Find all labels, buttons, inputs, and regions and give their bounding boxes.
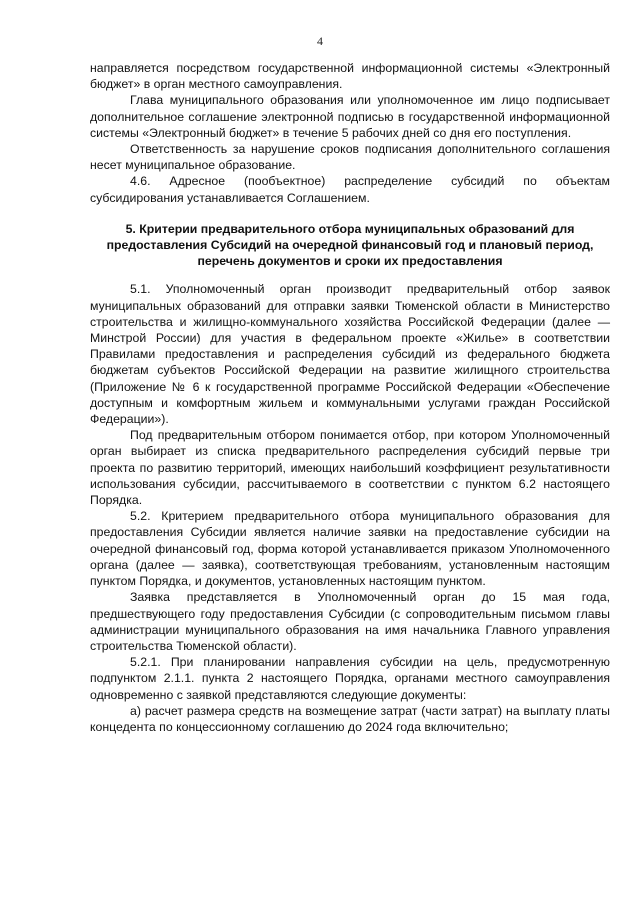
page-number: 4	[317, 34, 323, 48]
paragraph: Ответственность за нарушение сроков подписания дополнительного соглашения несет муниципальное образование.	[90, 142, 610, 173]
section-heading: 5. Критерии предварительного отбора муниципальных образований для предоставления Субсидий на очередной финансовый год и плановый период, перечень документов и сроки их предоставления	[106, 221, 594, 269]
paragraph: 5.2.1. При планировании направления субсидии на цель, предусмотренную подпунктом 2.1.1. пункта 2 настоящего Порядка, органами местного самоуправления одновременно с заявкой представляются следующие документы:	[90, 655, 610, 702]
paragraph: 4.6. Адресное (пообъектное) распределение субсидий по объектам субсидирования устанавливается Соглашением.	[90, 174, 610, 205]
paragraph: 5.2. Критерием предварительного отбора муниципального образования для предоставления Субсидии является наличие заявки на предоставление субсидии на очередной финансовый год, форма которой устанавливается приказом Уполномоченного органа (далее — заявка), соответствующая требованиям, установленным настоящим пунктом Порядка, и документов, установленных настоящим пунктом.	[90, 509, 610, 589]
paragraph: Под предварительным отбором понимается отбор, при котором Уполномоченный орган выбирает из списка предварительного распределения субсидий первые три проекта по развитию территорий, имеющих наибольший коэффициент результативности использования субсидии, рассчитываемого в соответствии с пунктом 6.2 настоящего Порядка.	[90, 428, 610, 508]
document-body	[90, 60, 610, 735]
paragraph: Глава муниципального образования или уполномоченное им лицо подписывает дополнительное соглашение электронной подписью в государственной информационной системы «Электронный бюджет» в течение 5 рабочих дней со дня его поступления.	[90, 93, 610, 140]
paragraph: а) расчет размера средств на возмещение затрат (части затрат) на выплату платы концедента по концессионному соглашению до 2024 года включительно;	[90, 703, 610, 734]
paragraph: направляется посредством государственной информационной системы «Электронный бюджет» в орган местного самоуправления.	[90, 61, 610, 92]
paragraph: 5.1. Уполномоченный орган производит предварительный отбор заявок муниципальных образований для отправки заявки Тюменской области в Министерство строительства и жилищно-коммунального хозяйства Российской Федерации (далее — Минстрой России) для участия в федеральном проекте «Жилье» в соответствии Правилами предоставления и распределения субсидий из федерального бюджета бюджетам субъектов Российской Федерации на развитие жилищного строительства (Приложение № 6 к государственной программе Российской Федерации «Обеспечение доступным и комфортным жильем и коммунальными услугами граждан Российской Федерации»).	[90, 282, 610, 427]
paragraph: Заявка представляется в Уполномоченный орган до 15 мая года, предшествующего году предоставления Субсидии (с сопроводительным письмом главы администрации муниципального образования на имя начальника Главного управления строительства Тюменской области).	[90, 590, 610, 653]
